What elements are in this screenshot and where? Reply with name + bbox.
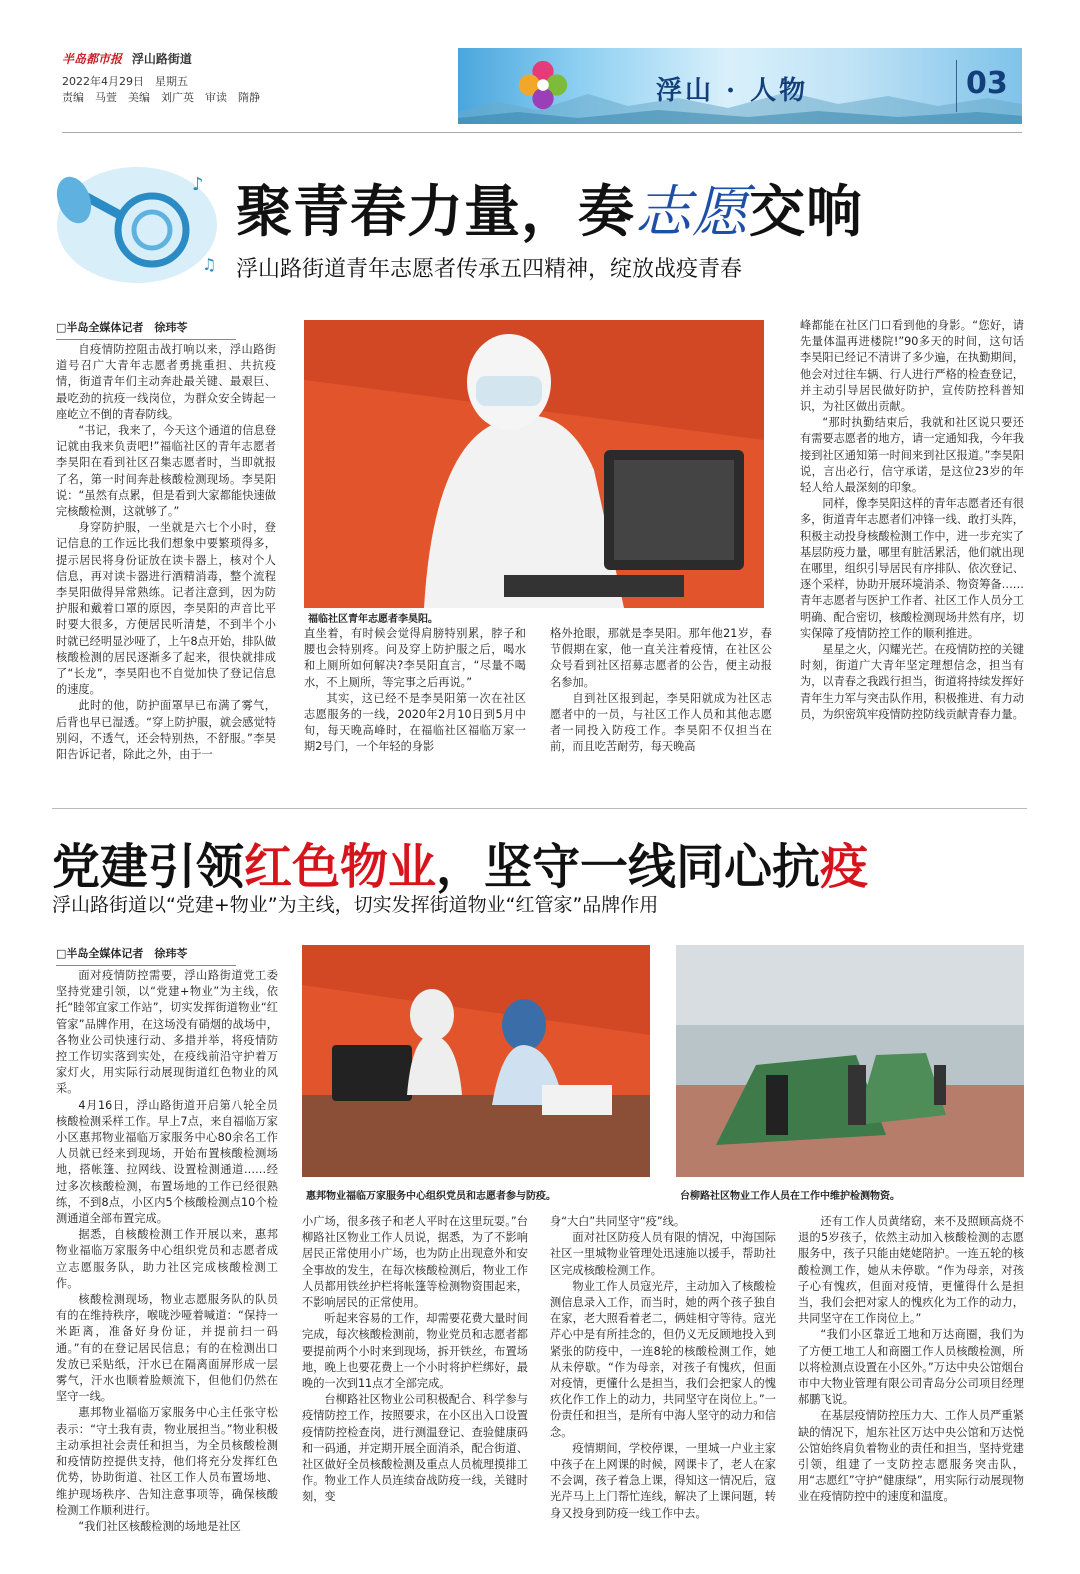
article2-column-2	[302, 1214, 528, 1534]
masthead-rule	[62, 132, 1022, 133]
article2-byline: □半岛全媒体记者 徐玮苓	[56, 945, 236, 966]
article2-col1-paragraph: 核酸检测现场，物业志愿服务队的队员有的在维持秩序，喉咙沙哑着喊道：“保持一米距离，准备好身份证，并提前扫一码通。”有的在登记居民信息；有的在检测出口发放已采贴纸，汗水已在隔离面屏形成一层雾气，汗水也顺着脸颊流下，但他们仍然在坚守一线。	[56, 1293, 278, 1404]
article1-column-2	[304, 626, 526, 784]
column-banner	[458, 48, 1022, 124]
article2-col3-paragraph: 物业工作人员寇光芹，主动加入了核酸检测信息录入工作，而当时，她的两个孩子独自在家，老大照看着老二，俩娃相守等待。寇光芹心中是有所挂念的，但仍义无反顾地投入到紧张的防疫中，一连8轮的核酸检测工作，她从未停歇。“作为母亲，对孩子有愧疚，但面对疫情，更懂什么是担当，我们会把家人的愧疚化作工作上的动力，共同坚守在岗位上。”一份责任和担当，是所有中海人坚守的动力和信念。	[550, 1279, 776, 1439]
page-number: 03	[966, 66, 1008, 101]
masthead	[62, 48, 1022, 126]
article1-headline-accent: 志愿	[635, 180, 749, 245]
article1-subheadline: 浮山路街道青年志愿者传承五四精神，绽放战疫青春	[236, 257, 743, 282]
volunteer-at-computer-image	[304, 320, 764, 608]
article2-photo-2-caption: 台柳路社区物业工作人员在工作中维护检测物资。	[680, 1191, 900, 1202]
article2-headline-red2: 疫	[820, 839, 869, 895]
svg-text:♫: ♫	[202, 255, 217, 274]
article2-col1-paragraph: 据悉，自核酸检测工作开展以来，惠邦物业福临万家服务中心组织党员和志愿者成立志愿服务队，助力社区完成核酸检测工作。	[56, 1228, 278, 1290]
issue-meta	[62, 74, 260, 106]
article1-col3-paragraph: 格外抢眼，那就是李昊阳。那年他21岁，春节假期在家，他一直关注着疫情，在社区公众号看到社区招募志愿者的公告，便主动报名参加。	[550, 627, 772, 689]
editors-line: 责编 马萱 美编 刘广英 审读 隋静	[62, 91, 260, 104]
article2-column-4	[798, 1214, 1024, 1534]
article2-col1-paragraph: 4月16日，浮山路街道开启第八轮全员核酸检测采样工作。早上7点，来自福临万家小区惠邦物业福临万家服务中心80余名工作人员就已经来到现场，开始布置核酸检测场地，搭帐篷、拉网线、设置检测通道……经过多次核酸检测，布置场地的工作已经很熟练，不到8点，小区内5个核酸检测点10个检测通道全部布置完成。	[56, 1098, 278, 1226]
property-staff-tents-image	[676, 945, 1024, 1177]
article1-headline-part1: 聚青春力量，奏	[236, 180, 635, 245]
masthead-brand	[62, 50, 192, 67]
article2-photo-1-caption: 惠邦物业福临万家服务中心组织党员和志愿者参与防疫。	[306, 1191, 556, 1202]
article1-photo	[304, 320, 764, 608]
article1-col2-paragraph: 直坐着，有时候会觉得肩膀特别累，脖子和腰也会特别疼。问及穿上防护服之后，喝水和上厕所如何解决?李昊阳直言，“尽量不喝水，不上厕所，等完事之后再说。”	[304, 627, 526, 689]
article2-col2-paragraph: 听起来容易的工作，却需要花费大量时间完成，每次核酸检测前，物业党员和志愿者都要提前两个小时来到现场，拆开铁丝，布置场地，晚上也要花费上一个小时将护栏绑好，最晚的一次到11点才全部完成。	[302, 1312, 528, 1391]
article2-column-3	[550, 1214, 776, 1534]
section-name: 浮山路街道	[131, 52, 192, 66]
article1-col2-paragraph: 其实，这已经不是李昊阳第一次在社区志愿服务的一线，2020年2月10日到5月中旬，每天晚高峰时，在福临社区福临万家一期2号门，一个年轻的身影	[304, 691, 526, 754]
article1-col1-paragraph: 身穿防护服，一坐就是六七个小时，登记信息的工作远比我们想象中要繁琐得多，提示居民将身份证放在读卡器上，核对个人信息，再对读卡器进行酒精消毒，整个流程李昊阳做得异常熟练。记者注意到，因为防护服和戴着口罩的原因，李昊阳的声音比平时要大很多，方便居民听清楚，不到半个小时就已经明显沙哑了，上午8点开始，排队做核酸检测的居民逐渐多了起来，很快就排成了“长龙”，李昊阳也不自觉加快了登记信息的速度。	[56, 521, 276, 697]
article1-col4-paragraph: 星星之火，闪耀光芒。在疫情防控的关键时刻，街道广大青年坚定理想信念，担当有为，以青春之我践行担当，街道将持续发挥好青年生力军与突击队作用，积极推进、有力动员，为织密筑牢疫情防控防线贡献青春力量。	[800, 643, 1024, 721]
article1-photo-caption: 福临社区青年志愿者李昊阳。	[308, 614, 438, 625]
article1-column-4	[800, 318, 1024, 786]
svg-text:♪: ♪	[192, 174, 204, 195]
article2-col2-paragraph: 台柳路社区物业公司积极配合、科学参与疫情防控工作，按照要求，在小区出入口设置疫情防控检查岗，进行测温登记、查验健康码和一码通，并定期开展全面消杀，配合街道、社区做好全员核酸检测及重点人员梳理摸排工作。物业工作人员连续奋战防疫一线，关键时刻，变	[302, 1393, 528, 1504]
french-horn-illustration	[52, 160, 222, 290]
article2-headline-part2: ，坚守一线同心抗	[436, 839, 821, 895]
article1-col1-paragraph: 自疫情防控阻击战打响以来，浮山路街道号召广大青年志愿者勇挑重担、共抗疫情，街道青年们主动奔赴最关键、最艰巨、最吃劲的抗疫一线岗位，为群众安全铸起一座屹立不倒的青春防线。	[56, 343, 276, 421]
article1-col4-paragraph: “那时执勤结束后，我就和社区说只要还有需要志愿者的地方，请一定通知我，今年我接到社区通知第一时间来到社区报道。”李昊阳说，言出必行，信守承诺，是这位23岁的年轻人给人最深刻的印象。	[800, 416, 1024, 495]
article1-column-3	[550, 626, 772, 784]
banner-divider	[956, 60, 957, 112]
article2-photo-2	[676, 945, 1024, 1177]
issue-date: 2022年4月29日 星期五	[62, 75, 188, 88]
article2-col4-paragraph: 在基层疫情防控压力大、工作人员严重紧缺的情况下，旭东社区万达中央公馆和万达悦公馆始终肩负着物业的责任和担当，坚持党建引领，组建了一支防控志愿服务突击队，用“志愿红”守护“健康绿”，用实际行动展现物业在疫情防控中的速度和温度。	[798, 1409, 1024, 1504]
article2-col1-paragraph: 惠邦物业福临万家服务中心主任张守松表示：“守土我有责，物业展担当。”物业积极主动承担社会责任和担当，为全员核酸检测和疫情防控提供支持，他们将充分发挥红色优势，协助街道、社区工作人员布置场地、维护现场秩序、告知注意事项等，确保核酸检测工作顺利进行。	[56, 1406, 278, 1517]
article2-col3-paragraph: 面对社区防疫人员有限的情况，中海国际社区一里城物业管理处迅速施以援手，帮助社区完成核酸检测工作。	[550, 1231, 776, 1277]
article1-col3-paragraph: 自到社区报到起，李昊阳就成为社区志愿者中的一员，与社区工作人员和其他志愿者一同投入防疫工作。李昊阳不仅担当在前，而且吃苦耐劳，每天晚高	[550, 691, 772, 754]
article1-headline-part2: 交响	[749, 180, 863, 245]
article1-byline: □半岛全媒体记者 徐玮苓	[56, 319, 236, 340]
article1-col1-paragraph: “书记，我来了，今天这个通道的信息登记就由我来负责吧!”福临社区的青年志愿者李昊阳在看到社区召集志愿者时，当即就报了名，第一时间奔赴核酸检测现场。李昊阳说：“虽然有点累，但是看到大家都能快速做完核酸检测，这就够了。”	[56, 424, 276, 519]
newspaper-logo: 半岛都市报	[62, 52, 123, 66]
article2-headline-red1: 红色物业	[244, 839, 437, 895]
article2-col3-paragraph: 身“大白”共同坚守“疫”线。	[550, 1215, 686, 1228]
article2-photo-1	[302, 945, 650, 1177]
article-separator	[52, 808, 1027, 809]
flower-logo-icon	[514, 56, 572, 114]
article1-col4-paragraph: 峰都能在社区门口看到他的身影。“您好，请先量体温再进楼院!”90多天的时间，这句话李昊阳已经记不清讲了多少遍，在执勤期间，他会对过往车辆、行人进行严格的检查登记，并主动引导居民做好防护，宣传防控科普知识，为社区做出贡献。	[800, 319, 1024, 414]
article1-column-1	[56, 342, 276, 778]
article1-col4-paragraph: 同样，像李昊阳这样的青年志愿者还有很多，街道青年志愿者们冲锋一线、敢打头阵，积极主动投身核酸检测工作中，进一步充实了基层防疫力量，哪里有脏活累活，他们就出现在哪里，组织引导居民有序排队、依次登记、逐个采样，协助开展环境消杀、物资筹备……青年志愿者与医护工作者、社区工作人员分工明确、配合密切，核酸检测现场井然有序，切实保障了疫情防控工作的顺利推进。	[800, 497, 1024, 640]
volunteers-at-desk-image	[302, 945, 650, 1177]
article2-headline	[52, 828, 868, 897]
article2-col4-paragraph: “我们小区靠近工地和万达商圈，我们为了方便工地工人和商圈工作人员核酸检测，所以将检测点设置在小区外。”万达中央公馆烟台市中大物业管理有限公司青岛分公司项目经理郝鹏飞说。	[798, 1328, 1024, 1407]
article2-headline-part1: 党建引领	[52, 839, 245, 895]
article2-col3-paragraph: 疫情期间，学校停课，一里城一户业主家中孩子在上网课的时候，网课卡了，老人在家不会调，孩子着急上课，得知这一情况后，寇光芹马上上门帮忙连线，解决了上课问题，转身又投身到防疫一线工作中去。	[550, 1441, 776, 1520]
article2-column-1	[56, 968, 278, 1534]
article2-col1-paragraph: 面对疫情防控需要，浮山路街道党工委坚持党建引领，以“党建+物业”为主线，依托“睦邻宜家工作站”，切实发挥街道物业“红管家”品牌作用，在这场没有硝烟的战场中，各物业公司快速行动、多措并举，将疫情防控工作切实落到实处，在疫线前沿守护着万家灯火，用实际行动展现街道红色物业的风采。	[56, 969, 278, 1096]
article2-subheadline: 浮山路街道以“党建+物业”为主线，切实发挥街道物业“红管家”品牌作用	[52, 894, 659, 916]
article1-headline	[236, 168, 863, 248]
article1-col1-paragraph: 此时的他，防护面罩早已布满了雾气，后背也早已湿透。“穿上防护服，就会感觉特别闷，不透气，还会特别热，不舒服。”李昊阳告诉记者，除此之外，由于一	[56, 699, 276, 762]
article2-col2-paragraph: 小广场，很多孩子和老人平时在这里玩耍。”台柳路社区物业工作人员说，据悉，为了不影响居民正常使用小广场，也为防止出现意外和安全事故的发生，在每次核酸检测后，物业工作人员都用铁丝护栏将帐篷等检测物资围起来，不影响居民的正常使用。	[302, 1215, 528, 1310]
column-title: 浮山 · 人物	[656, 76, 809, 106]
article2-col4-paragraph: 还有工作人员黄绪窈，来不及照顾高烧不退的5岁孩子，依然主动加入核酸检测的志愿服务中，孩子只能由姥姥陪护。一连五轮的核酸检测工作，她从未停歇。“作为母亲，对孩子心有愧疚，但面对疫情，更懂得什么是担当，我们会把对家人的愧疚化为工作的动力，共同坚守在工作岗位上。”	[798, 1215, 1024, 1326]
article2-col1-paragraph: “我们社区核酸检测的场地是社区	[78, 1519, 241, 1533]
